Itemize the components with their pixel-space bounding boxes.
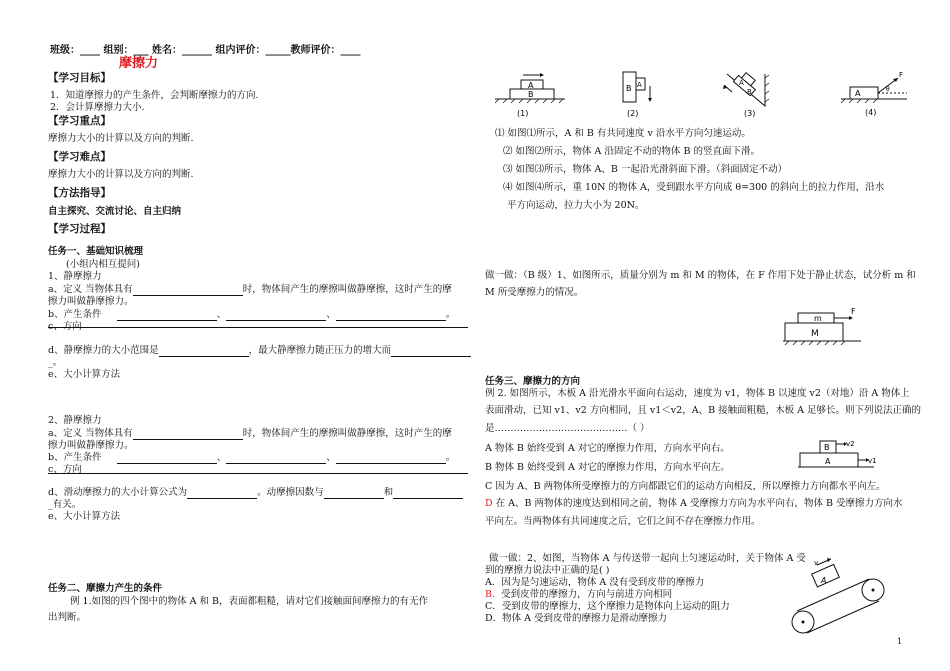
m-M-figure [783,305,863,345]
student-info-line: 班级：____ 组别：___ 姓名：______ 组内评价：_____教师评价：____ [50,45,361,56]
fig2-label-b: B [626,84,632,93]
key-text: 摩擦力大小的计算以及方向的判断. [48,133,194,144]
difficulty-text: 摩擦力大小的计算以及方向的判断. [48,169,194,180]
option-c: C 因为 A、B 两物体所受摩擦力的方向都跟它们的运动方向相反，所以摩擦力方向都水平向左。 [485,481,886,492]
v1-v2-figure [798,437,888,471]
example-2-answer: 是……………………………………（ ） [485,423,650,434]
force-F-label: F [851,307,856,316]
case-4: ⑷ 如图⑷所示，重 10N 的物体 A，受到跟水平方向成 θ=300 的斜向上的拉力作用，沿水 [503,182,885,193]
figures-1-to-4 [495,66,915,122]
case-3: ⑶ 如图⑶所示，物体 A、B 一起沿光滑斜面下滑。（斜面固定不动） [503,164,788,175]
blank-field[interactable] [391,346,471,357]
task2-heading: 任务二、摩擦力产生的条件 [48,583,163,594]
blank-field[interactable] [393,488,463,499]
s1-calc: e、大小计算方法 [48,369,121,380]
s1-direction: c、方向 [48,321,82,332]
blank-field[interactable] [117,310,217,321]
fig1-caption: (1) [517,109,529,118]
task1-note: (小组内相互提问) [66,259,140,270]
blank-field[interactable] [187,488,257,499]
difficulty-heading: 【学习难点】 [48,151,111,163]
figure-4 [841,71,907,117]
option-a: A 物体 B 始终受到 A 对它的摩擦力作用，方向水平向右。 [485,443,730,454]
conveyor-label-a: A [821,576,827,585]
mass-M-label: M [811,329,819,339]
blank-field[interactable] [336,453,446,464]
try2-option-b: B. 受到皮带的摩擦力，方向与前进方向相同 [485,589,673,600]
goals-heading: 【学习目标】 [48,72,111,84]
try-1-cont: M 所受摩擦力的情况。 [485,287,584,298]
fig3-label-b: B [747,88,752,96]
goal-1: 1．知道摩擦力的产生条件，会判断摩擦力的方向. [50,90,259,101]
s1-range-end: _。 [48,357,63,368]
option-d-cont: 平向左。当两物体有共同速度之后，它们之间不存在摩擦力作用。 [485,516,761,527]
page-number: 1 [897,637,903,646]
s2-definition-2: 擦力叫做静摩擦力。 [48,440,134,451]
case-2: ⑵ 如图⑵所示，物体 A 沿固定不动的物体 B 的竖直面下滑。 [503,146,760,157]
try2-option-d: D．物体 A 受到皮带的摩擦力是滑动摩擦力 [485,613,668,624]
figure-3 [723,70,769,118]
task1-heading: 任务一、基础知识梳理 [48,246,144,257]
blank-field[interactable] [159,346,249,357]
s2-direction-blank[interactable] [48,473,468,474]
fig4-label-a: A [855,89,861,98]
example-2: 例 2. 如图所示，木板 A 沿光滑水平面向右运动，速度为 v1，物体 B 以速度 v2（对地）沿 A 物体上 [485,388,910,399]
fig1-label-a: A [528,81,534,90]
fig-v-label-a: A [825,457,831,466]
blank-field[interactable] [324,488,384,499]
conveyor-v-label: v [814,559,819,567]
v1-label: v1 [868,457,877,465]
process-heading: 【学习过程】 [48,223,111,235]
example-2-cont: 表面滑动，已知 v1、v2 方向相同，且 v1＜v2，A、B 接触面粗糙，木板 A 足够长。则下列说法正确的 [485,405,921,416]
s2-conditions: b、产生条件 、 、 。 [48,452,456,463]
method-text: 自主探究、交流讨论、自主归纳 [48,206,182,217]
s1-definition: a、定义 当物体具有 时，物体间产生的摩擦叫做静摩擦，这时产生的摩 [48,284,452,295]
try-1: 做一做：（B 级）1、如图所示，质量分别为 m 和 M 的物体，在 F 作用下处于静止状态，试分析 m 和 [485,270,916,281]
task3-heading: 任务三、摩擦力的方向 [485,376,581,387]
blank-field[interactable] [336,310,446,321]
s1-range: d、静摩擦力的大小范围是 ，最大静摩擦力随正压力的增大而 [48,345,471,357]
fig-v-label-b: B [824,443,830,452]
try2-option-c: C．受到皮带的摩擦力，这个摩擦力是物体向上运动的阻力 [485,601,730,612]
fig1-label-b: B [528,90,534,99]
blank-field[interactable] [226,310,326,321]
conveyor-figure [787,553,897,643]
s2-calc: e、大小计算方法 [48,511,121,522]
s2-direction: c、方向 [48,464,82,475]
option-b: B 物体 B 始终受到 A 对它的摩擦力作用，方向水平向左。 [485,462,730,473]
s1-conditions: b、产生条件 、 、 。 [48,309,456,320]
task2-example: 例 1.如图的四个图中的物体 A 和 B，表面都粗糙，请对它们接触面间摩擦力的有无作 [70,596,428,607]
s2-definition: a、定义 当物体具有 时，物体间产生的摩擦叫做静摩擦，这时产生的摩 [48,428,452,439]
figure-1 [495,73,565,118]
s1-direction-blank[interactable] [48,327,468,328]
case-4-cont: 平方向运动，拉力大小为 20N。 [507,200,645,211]
try-2: 做一做：2、如图，当物体 A 与传送带一起向上匀速运动时，关于物体 A 受 [489,553,806,564]
fig3-label-a: A [739,79,744,87]
v2-label: v2 [846,440,855,448]
page-title: 摩擦力 [119,56,159,71]
fig4-theta: θ [886,86,890,93]
mass-m-label: m [814,314,822,323]
s1-title: 1、静摩擦力 [48,271,102,282]
case-1: ⑴ 如图⑴所示，A 和 B 有共同速度 v 沿水平方向匀速运动。 [495,128,751,139]
blank-field[interactable] [133,429,243,440]
fig4-caption: (4) [865,108,877,117]
blank-field[interactable] [117,453,217,464]
try2-option-a: A．因为是匀速运动，物体 A 没有受到皮带的摩擦力 [485,577,705,588]
blank-field[interactable] [226,453,326,464]
fig2-label-a: A [637,81,642,89]
s2-title: 2、静摩擦力 [48,415,102,426]
task2-example-2: 出判断。 [48,612,87,623]
method-heading: 【方法指导】 [48,187,111,199]
figure-2 [623,72,652,118]
key-heading: 【学习重点】 [48,115,111,127]
try-2-cont: 到的摩擦力说法中正确的是( ) [485,565,610,576]
fig2-caption: (2) [627,109,639,118]
s2-formula-end: _有关。 [48,499,82,510]
fig4-label-f: F [899,71,904,79]
blank-field[interactable] [133,285,243,296]
fig3-caption: (3) [744,109,756,118]
s2-formula: d、滑动摩擦力的大小计算公式为 。动摩擦因数与 和 [48,487,463,499]
option-d: D 在 A、B 两物体的速度达到相同之前，物体 A 受摩擦力方向为水平向右，物体 B 受摩擦力方向水 [485,498,903,509]
goal-2: 2．会计算摩擦力大小. [50,102,145,113]
s1-definition-2: 擦力叫做静摩擦力。 [48,296,134,307]
